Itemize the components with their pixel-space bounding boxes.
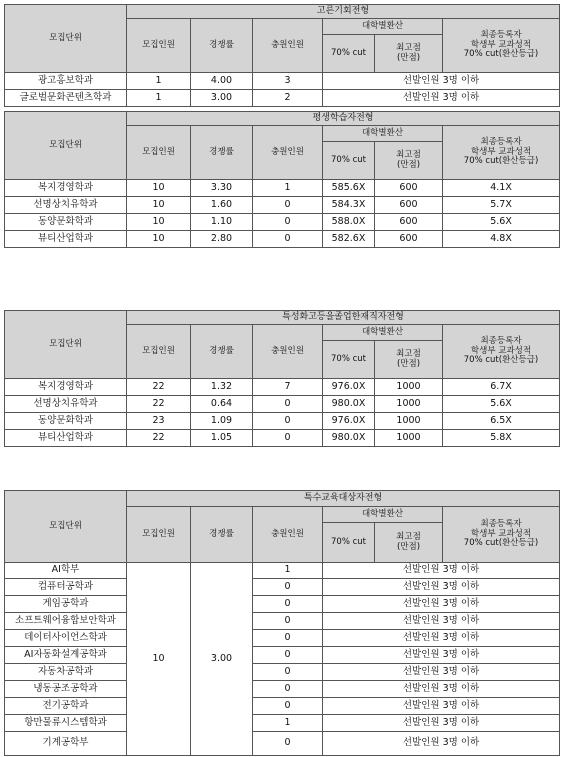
header-max-line1: 최고점 [396, 348, 421, 359]
cell-unit: 기계공학부 [5, 732, 127, 756]
table-row [5, 630, 560, 647]
cell-extra: 0 [253, 732, 323, 756]
cell-extra: 0 [253, 596, 323, 613]
cell-extra: 0 [253, 231, 323, 248]
header-final-line2: 학생부 교과성적 [470, 345, 532, 356]
table-lifelong-learner [4, 111, 560, 248]
cell-extra: 0 [253, 630, 323, 647]
header-univ: 대학별환산 [323, 325, 443, 341]
cell-unit: 선명상치유학과 [5, 396, 127, 413]
cell-unit: 복지경영학과 [5, 379, 127, 396]
cell-extra: 0 [253, 664, 323, 681]
cell-extra: 1 [253, 180, 323, 197]
cell-extra: 0 [253, 430, 323, 447]
cell-capacity: 10 [127, 214, 191, 231]
cell-unit: 뷰티산업학과 [5, 430, 127, 447]
header-rate: 경쟁률 [191, 507, 253, 563]
cell-rate: 2.80 [191, 231, 253, 248]
cell-rate: 3.00 [191, 90, 253, 107]
cell-note: 선발인원 3명 이하 [323, 647, 560, 664]
cell-note: 선발인원 3명 이하 [323, 90, 560, 107]
cell-capacity: 10 [127, 563, 191, 756]
table-row [5, 647, 560, 664]
header-final-line1: 최종등록자 [480, 29, 522, 40]
header-final-line3: 70% cut(환산등급) [463, 538, 539, 549]
cell-note: 선발인원 3명 이하 [323, 563, 560, 579]
table-row [5, 715, 560, 732]
table-special-education [4, 490, 560, 756]
table-row [5, 613, 560, 630]
header-unit: 모집단위 [5, 311, 127, 379]
header-final-line3: 70% cut(환산등급) [463, 49, 539, 60]
cell-capacity: 23 [127, 413, 191, 430]
header-max-line1: 최고점 [396, 42, 421, 53]
cell-cut: 585.6X [323, 180, 375, 197]
cell-note: 선발인원 3명 이하 [323, 73, 560, 90]
header-final-line3: 70% cut(환산등급) [463, 156, 539, 167]
cell-cut: 980.0X [323, 396, 375, 413]
cell-unit: 전기공학과 [5, 698, 127, 715]
cell-note: 선발인원 3명 이하 [323, 596, 560, 613]
table-row [5, 664, 560, 681]
header-cut70: 70% cut [323, 523, 375, 563]
cell-max: 600 [375, 214, 443, 231]
header-cut70: 70% cut [323, 142, 375, 180]
cell-cut: 980.0X [323, 430, 375, 447]
cell-final: 5.7X [443, 197, 560, 214]
header-final-line1: 최종등록자 [480, 335, 522, 346]
table-row [5, 430, 560, 447]
header-final [443, 507, 560, 563]
cell-unit: 데이터사이언스학과 [5, 630, 127, 647]
table-row [5, 90, 560, 107]
cell-final: 4.1X [443, 180, 560, 197]
cell-max: 600 [375, 197, 443, 214]
cell-unit: 소프트웨어융합보안학과 [5, 613, 127, 630]
cell-rate: 1.09 [191, 413, 253, 430]
cell-capacity: 22 [127, 430, 191, 447]
table-row [5, 681, 560, 698]
header-unit: 모집단위 [5, 112, 127, 180]
cell-rate: 3.00 [191, 563, 253, 756]
table-row [5, 379, 560, 396]
table-row [5, 413, 560, 430]
table-title: 평생학습자전형 [127, 112, 560, 126]
header-extra: 충원인원 [253, 19, 323, 73]
table-row [5, 197, 560, 214]
cell-unit: 동양문화학과 [5, 214, 127, 231]
cell-extra: 0 [253, 613, 323, 630]
cell-unit: 게임공학과 [5, 596, 127, 613]
cell-cut: 976.0X [323, 413, 375, 430]
header-univ: 대학별환산 [323, 19, 443, 35]
cell-max: 1000 [375, 396, 443, 413]
header-extra: 충원인원 [253, 126, 323, 180]
cell-cut: 976.0X [323, 379, 375, 396]
header-max-line2: (만점) [396, 541, 421, 552]
header-rate: 경쟁률 [191, 126, 253, 180]
header-cut70: 70% cut [323, 35, 375, 73]
header-cut70: 70% cut [323, 341, 375, 379]
cell-rate: 1.60 [191, 197, 253, 214]
cell-rate: 1.32 [191, 379, 253, 396]
cell-capacity: 10 [127, 231, 191, 248]
cell-unit: 광고홍보학과 [5, 73, 127, 90]
table-row [5, 231, 560, 248]
header-max-line2: (만점) [396, 159, 421, 170]
cell-unit: 뷰티산업학과 [5, 231, 127, 248]
table-row [5, 579, 560, 596]
cell-capacity: 22 [127, 379, 191, 396]
table-row [5, 214, 560, 231]
header-capacity: 모집인원 [127, 19, 191, 73]
cell-unit: 자동차공학과 [5, 664, 127, 681]
table-title: 특수교육대상자전형 [127, 491, 560, 507]
header-max [375, 523, 443, 563]
header-final-line2: 학생부 교과성적 [470, 39, 532, 50]
cell-cut: 588.0X [323, 214, 375, 231]
cell-max: 1000 [375, 430, 443, 447]
cell-final: 5.6X [443, 214, 560, 231]
cell-extra: 0 [253, 647, 323, 664]
table-row [5, 180, 560, 197]
cell-note: 선발인원 3명 이하 [323, 630, 560, 647]
header-max-line1: 최고점 [396, 149, 421, 160]
table-row [5, 596, 560, 613]
cell-max: 1000 [375, 413, 443, 430]
header-max-line2: (만점) [396, 358, 421, 369]
header-max [375, 341, 443, 379]
header-univ: 대학별환산 [323, 507, 443, 523]
header-extra: 충원인원 [253, 507, 323, 563]
header-capacity: 모집인원 [127, 325, 191, 379]
header-final [443, 19, 560, 73]
header-extra: 충원인원 [253, 325, 323, 379]
cell-note: 선발인원 3명 이하 [323, 613, 560, 630]
cell-max: 600 [375, 180, 443, 197]
header-unit: 모집단위 [5, 491, 127, 563]
cell-final: 6.7X [443, 379, 560, 396]
table-row [5, 698, 560, 715]
table-specialized-employee [4, 310, 560, 447]
cell-extra: 3 [253, 73, 323, 90]
cell-capacity: 1 [127, 73, 191, 90]
cell-note: 선발인원 3명 이하 [323, 579, 560, 596]
table-row [5, 396, 560, 413]
cell-unit: 컴퓨터공학과 [5, 579, 127, 596]
header-max [375, 142, 443, 180]
header-final-line1: 최종등록자 [480, 136, 522, 147]
cell-capacity: 22 [127, 396, 191, 413]
cell-final: 6.5X [443, 413, 560, 430]
cell-rate: 0.64 [191, 396, 253, 413]
cell-extra: 1 [253, 563, 323, 579]
cell-final: 5.6X [443, 396, 560, 413]
cell-rate: 4.00 [191, 73, 253, 90]
cell-unit: 선명상치유학과 [5, 197, 127, 214]
cell-cut: 582.6X [323, 231, 375, 248]
header-rate: 경쟁률 [191, 325, 253, 379]
cell-note: 선발인원 3명 이하 [323, 664, 560, 681]
cell-unit: AI학부 [5, 563, 127, 579]
cell-unit: 동양문화학과 [5, 413, 127, 430]
cell-rate: 3.30 [191, 180, 253, 197]
header-final-line2: 학생부 교과성적 [470, 146, 532, 157]
cell-note: 선발인원 3명 이하 [323, 715, 560, 732]
cell-extra: 0 [253, 197, 323, 214]
table-row [5, 563, 560, 579]
header-univ: 대학별환산 [323, 126, 443, 142]
cell-unit: 글로벌문화콘텐츠학과 [5, 90, 127, 107]
header-rate: 경쟁률 [191, 19, 253, 73]
cell-unit: 복지경영학과 [5, 180, 127, 197]
cell-max: 1000 [375, 379, 443, 396]
cell-cut: 584.3X [323, 197, 375, 214]
header-final-line3: 70% cut(환산등급) [463, 355, 539, 366]
header-final [443, 325, 560, 379]
cell-capacity: 10 [127, 180, 191, 197]
cell-final: 4.8X [443, 231, 560, 248]
cell-extra: 1 [253, 715, 323, 732]
table-title: 특성화고등을졸업한재직자전형 [127, 311, 560, 325]
table-row [5, 732, 560, 756]
cell-extra: 0 [253, 681, 323, 698]
cell-note: 선발인원 3명 이하 [323, 681, 560, 698]
header-unit: 모집단위 [5, 5, 127, 73]
header-capacity: 모집인원 [127, 507, 191, 563]
cell-unit: AI자동화설계공학과 [5, 647, 127, 664]
cell-extra: 2 [253, 90, 323, 107]
header-max-line2: (만점) [396, 52, 421, 63]
cell-max: 600 [375, 231, 443, 248]
cell-note: 선발인원 3명 이하 [323, 698, 560, 715]
cell-extra: 0 [253, 579, 323, 596]
table-title: 고른기회전형 [127, 5, 560, 19]
cell-extra: 0 [253, 214, 323, 231]
header-final-line1: 최종등록자 [480, 518, 522, 529]
header-capacity: 모집인원 [127, 126, 191, 180]
cell-unit: 냉동공조공학과 [5, 681, 127, 698]
cell-extra: 7 [253, 379, 323, 396]
header-final [443, 126, 560, 180]
cell-capacity: 10 [127, 197, 191, 214]
cell-extra: 0 [253, 413, 323, 430]
cell-final: 5.8X [443, 430, 560, 447]
cell-rate: 1.05 [191, 430, 253, 447]
header-max [375, 35, 443, 73]
table-goreun-opportunity [4, 4, 560, 107]
header-max-line1: 최고점 [396, 531, 421, 542]
cell-capacity: 1 [127, 90, 191, 107]
table-row [5, 73, 560, 90]
header-final-line2: 학생부 교과성적 [470, 528, 532, 539]
cell-unit: 항만물류시스템학과 [5, 715, 127, 732]
cell-note: 선발인원 3명 이하 [323, 732, 560, 756]
cell-extra: 0 [253, 698, 323, 715]
cell-extra: 0 [253, 396, 323, 413]
cell-rate: 1.10 [191, 214, 253, 231]
